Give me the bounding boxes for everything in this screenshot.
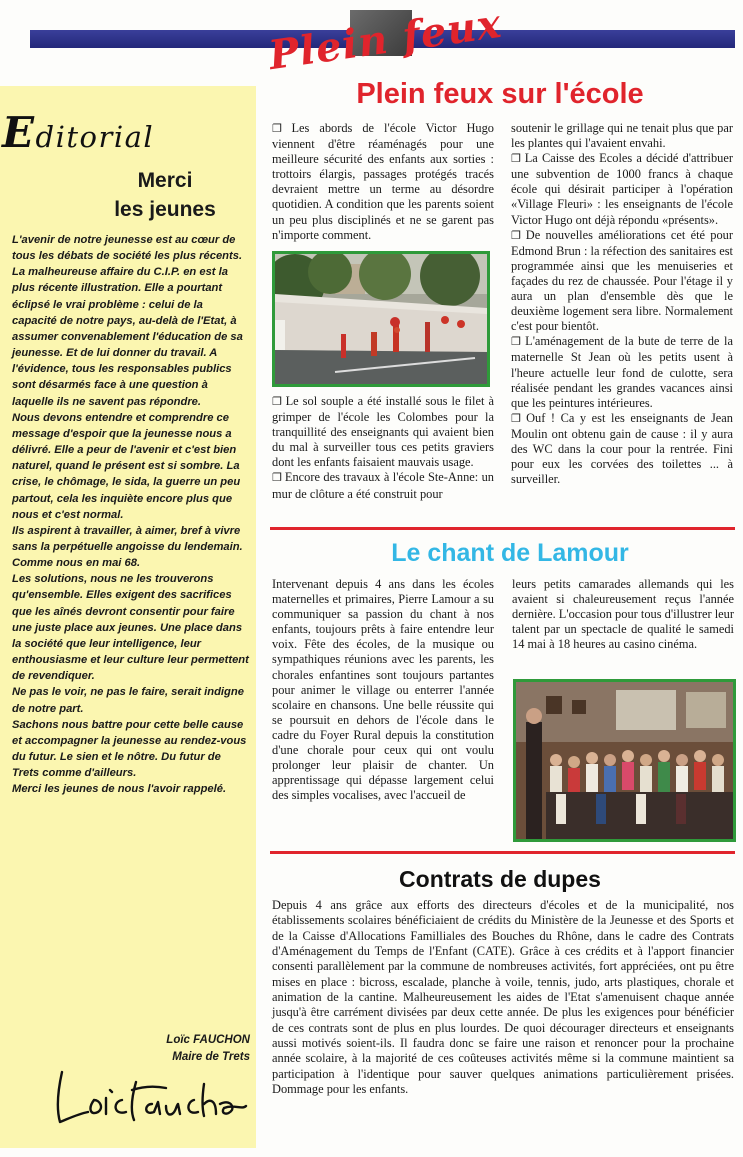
article-title-chant: Le chant de Lamour [391,539,629,567]
checkbox-bullet-icon: ❐ [272,472,285,485]
editorial-body [12,232,250,797]
editorial-paragraph: Nous devons entendre et comprendre ce message d'espoir que la jeunesse nous a délivré. Elle a peur de l'avenir et c'est bien naturel, quand le présent est si sombre. La crise, le chômage, le sida, la guerre un peu partout, cela les inquiète encore plus que nous et c'est normal. [12,411,241,521]
bullet-text: Encore des travaux à l'école Ste-Anne: un mur de clôture a été construit pour [272,470,494,501]
bullet-item [272,121,494,243]
article3-text: Depuis 4 ans grâce aux efforts des directeurs d'écoles et de la municipalité, nos établissements scolaires bénéficiaient de crédits du Ministère de la Jeunesse et des Sports et de la Caisse d'Allocations Familliales des Bouches du Rhône, dans le cadre des Contrats d'Aménagement du Temps de l'Enfant (CATE). Grâce à ces crédits et à l'apport financier consenti parallèlement par la commune de nombreuses activités, fort appréciées, ont pu être mises en place : bicross, escalade, planche à voile, tennis, judo, arts plastiques, chorale et animation de la cantine. Malheureusement les aides de l'Etat s'amenuisent chaque année jusqu'à être carrément divisées par deux cette année. De plus les exigences pour bénéficier de ces contrats sont de plus en plus lourdes. De quoi décourager directeurs et enseignants aussi motivés soient-ils. Il faudra donc se faire une raison et renoncer pour la prochaine année scolaire, à la majorité de ces coûteuses activités même si la commune maintient sa participation à l'identique pour sauver quelques animations particulièrement prisées. Dommage pour les enfants. [272,898,734,1097]
bullet-text: L'aménagement de la bute de terre de la maternelle St Jean où les petits usent à l'heure actuelle leur fond de culotte, sera réalisée pendant les grandes vacances ainsi que les peintures intérieures. [511,334,733,410]
checkbox-bullet-icon: ❐ [511,153,525,166]
article-title-ecole: Plein feux sur l'école [356,78,644,110]
article2-text: Intervenant depuis 4 ans dans les écoles maternelles et primaires, Pierre Lamour a su communiquer sa passion du chant à nos enfants, toujours prêts à faire entendre leur voix. Fête des écoles, de la musique ou sympathiques réunions avec les parents, les chorales enfantines sont toujours partantes pour animer le village ou enterrer l'année scolaire en chansons. Une belle réussite qui se poursuit en dehors de l'école dans le cadre du Foyer Rural depuis la constitution d'une chorale pour ceux qui ont voulu prolonger leur plaisir de chanter. Un apprentissage qui dépasse largement celui des simples vocalises, avec l'accueil de [272,577,494,803]
signature-name: Loïc FAUCHON [166,1034,250,1046]
bullet-item [511,228,733,335]
editorial-label-rest: ditorial [35,120,155,154]
photo-choir [513,679,736,842]
bullet-item [272,470,494,501]
bullet-item [511,411,733,487]
section-divider [270,527,735,530]
editorial-headline-line2: les jeunes [114,198,216,221]
editorial-paragraph: Merci les jeunes de nous l'avoir rappelé. [12,783,227,796]
continued-text: soutenir le grillage qui ne tenait plus que par les plantes qui l'avaient envahi. [511,121,733,151]
article1-col2 [511,121,733,487]
bullet-text: Le sol souple a été installé sous le filet à grimper de l'école les Colombes pour la tranquillité des enseignants qui avaient bien du mal à surveiller tous ces petits graviers dont les enfants faisaient mauvais usage. [272,394,494,470]
editorial-headline-line1: Merci [137,169,193,192]
bullet-item [511,334,733,410]
checkbox-bullet-icon: ❐ [511,229,526,242]
checkbox-bullet-icon: ❐ [272,123,292,135]
bullet-text: De nouvelles améliorations cet été pour Edmond Brun : la réfection des sanitaires est programmée ainsi que les menuiseries et façades du rez de chaussée. Pour l'étage il y aura un plan d'ensemble dès que le deuxième logement sera libre. Normalement c'est pour bientôt. [511,227,733,334]
editorial-paragraph: Ne pas le voir, ne pas le faire, serait indigne de notre part. [12,686,244,715]
photo-school-wall [272,251,490,387]
bullet-item [272,394,494,470]
editorial-paragraph: Sachons nous battre pour cette belle cause et accompagner la jeunesse au rendez-vous du futur. Le sien et le nôtre. Du futur de Trets comme d'ailleurs. [12,718,247,780]
editorial-initial: E [2,108,36,157]
bullet-text: La Caisse des Ecoles a décidé d'attribuer une subvention de 1000 francs à chaque école qui désirait participer à l'opération «Village Fleuri» : les enseignants de l'école Victor Hugo ont déjà répondu «présents». [511,151,733,227]
school-wall-photo [275,254,487,384]
rubric-title: Plein feux [265,0,505,80]
article-title-contrats: Contrats de dupes [399,866,601,892]
handwritten-signature [48,1060,248,1132]
signature-title: Maire de Trets [172,1051,250,1063]
editorial-headline [80,166,250,224]
checkbox-bullet-icon: ❐ [511,336,526,349]
article1-col1-top [272,121,494,243]
bullet-item [511,151,733,227]
article2-text: leurs petits camarades allemands qui les avaient si chaleureusement reçus l'année dernière. L'occasion pour tous d'illustrer leur talent par un spectacle de qualité le samedi 14 mai à 18 heures au casino cinéma. [512,577,734,652]
bullet-text: Les abords de l'école Victor Hugo viennent d'être réaménagés pour une meilleure sécurité des enfants aux sorties : trottoirs élargis, passages protégés tracés devraient mettre un terme au désordre quotidien. A condition que les parents soient un peu plus disciplinés et ne se garent pas n'importe comment. [272,121,494,242]
article2-col2 [512,577,734,652]
checkbox-bullet-icon: ❐ [511,412,527,425]
article2-col1 [272,577,494,803]
article3-body [272,898,734,1097]
bullet-text: Ouf ! Ca y est les enseignants de Jean Moulin ont obtenu gain de cause : il y aura des WC dans la cour pour la rentrée. Fini pour eux les corvées des toilettes ... à surveiller. [511,410,733,487]
editorial-label [2,108,154,157]
article1-col1-bottom [272,394,494,502]
section-divider [270,851,735,854]
choir-photo [516,682,733,839]
editorial-paragraph: Les solutions, nous ne les trouverons qu'ensemble. Elles exigent des sacrifices que les aînés devront consentir pour faire une juste place aux jeunes. Une place dans la société que leur intelligence, leur enthousiasme et leur culture leur permettent de revendiquer. [12,573,249,683]
editorial-paragraph: Ils aspirent à travailler, à aimer, bref à vivre sans la perpétuelle angoisse du lendemain. Comme nous en mai 68. [12,524,243,570]
editorial-paragraph: L'avenir de notre jeunesse est au cœur de tous les débats de société les plus récents. La malheureuse affaire du C.I.P. en est la plus récente illustration. Elle a pourtant éclipsé le vrai problème : celui de la capacité de notre pays, au-delà de l'Etat, à assumer convenablement l'éducation de sa jeunesse. Et de lui donner du travail. A l'évidence, tous les responsables publics sont désarmés face à une question à laquelle ils ne savent pas répondre. [12,234,243,408]
checkbox-bullet-icon: ❐ [272,396,286,408]
